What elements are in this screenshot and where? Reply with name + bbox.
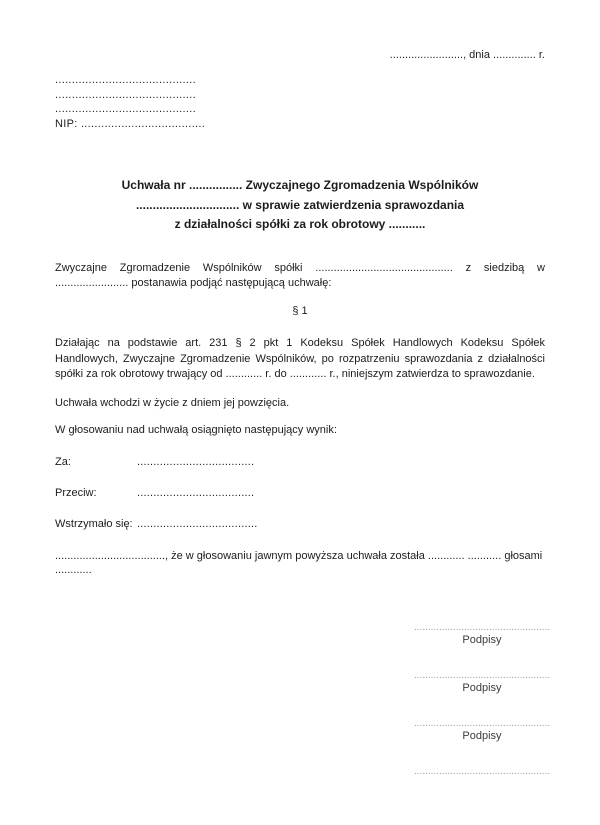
voting-value-fill: ..................................... — [137, 518, 258, 530]
intro-paragraph: Zwyczajne Zgromadzenie Wspólników spółki ............................................. z siedzibą w ........................ postanawia podjąć następującą uchwałę: — [55, 261, 545, 289]
address-fill-line: .......................................... — [55, 103, 196, 115]
signature-block — [414, 671, 550, 695]
signature-fill-line: ................................................. — [414, 766, 550, 777]
section-heading: § 1 — [292, 304, 308, 317]
voting-value-fill: .................................... — [137, 487, 255, 499]
body-paragraph: Działając na podstawie art. 231 § 2 pkt 1 Kodeksu Spółek Handlowych Kodeksu Spółek Handlowych, Zwyczajne Zgromadzenie Wspólników, po rozpatrzeniu sprawozdania z działalności spółki za rok obrotowy trwający od ............ r. do ............ r., niniejszym zatwierdza to sprawozdanie. — [55, 337, 545, 380]
title-line-2: ............................... w sprawie zatwierdzenia sprawozdania — [135, 197, 465, 212]
title-line-1: Uchwała nr ................ Zwyczajnego Zgromadzenia Wspólników — [121, 178, 479, 192]
signature-label: Podpisy — [462, 729, 502, 742]
signature-label — [414, 777, 550, 791]
sender-address-block — [55, 73, 545, 131]
voting-label: Wstrzymało się: — [55, 518, 133, 530]
address-fill-line: .......................................... — [55, 88, 196, 101]
effective-date-sentence: Uchwała wchodzi w życie z dniem jej powzięcia. — [55, 397, 290, 409]
voting-row-wstrzymalo-sie — [55, 517, 545, 531]
date-line: ........................, dnia .............. r. — [389, 49, 545, 61]
signature-block — [414, 767, 550, 791]
voting-value-fill: .................................... — [137, 456, 255, 468]
voting-label: Za: — [55, 456, 71, 468]
voting-label: Przeciw: — [55, 487, 97, 499]
voting-row-za — [55, 455, 545, 469]
signature-label: Podpisy — [462, 633, 502, 646]
voting-row-przeciw — [55, 486, 545, 500]
signature-fill-line: ................................................. — [414, 718, 550, 729]
signature-area — [55, 622, 550, 791]
signature-block — [414, 719, 550, 743]
signature-label: Podpisy — [462, 681, 502, 694]
voting-intro: W głosowaniu nad uchwałą osiągnięto następujący wynik: — [55, 423, 337, 436]
closing-statement: ...................................., że w głosowaniu jawnym powyższa uchwała została ............ ........... głosami ............ — [55, 549, 543, 576]
signature-fill-line: ................................................. — [414, 670, 550, 681]
address-fill-line: .......................................... — [55, 74, 196, 86]
title-line-3: z działalności spółki za rok obrotowy ........... — [174, 217, 426, 231]
document-title — [55, 176, 545, 235]
nip-line: NIP: ..................................... — [55, 117, 206, 130]
signature-fill-line: ................................................. — [414, 622, 550, 633]
signature-block — [414, 623, 550, 647]
